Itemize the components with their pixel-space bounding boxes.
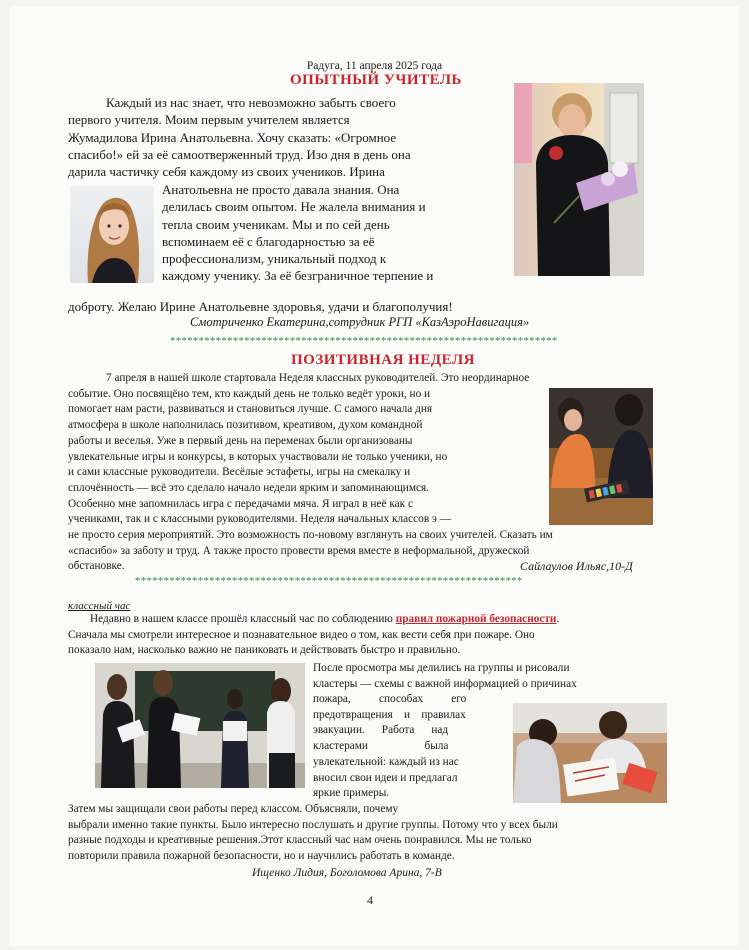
article2-line: обстановке. [68,560,125,573]
students-game-photo [549,388,653,525]
page-number: 4 [367,893,373,907]
divider-stars: ******************************************************************** [135,575,523,587]
article1-line: профессионализм, уникальный подход к [162,251,387,267]
fire-safety-highlight: правил пожарной безопасности [395,613,557,625]
article2-line: помогает нам расти, развиваться и становиться лучше. С самого начала дня [68,403,433,416]
article1-line: Анатольевна не просто давала знания. Она [162,182,400,197]
article3-end [68,802,668,865]
divider-stars: ******************************************************************** [170,335,558,347]
article2-text [68,371,542,528]
intro-suffix: . [556,613,560,625]
article3-intro-line [68,612,668,628]
article1-line: спасибо!» ей за её самоотверженный труд. Изо дня в день она [68,146,411,162]
teacher-with-flowers-photo [514,83,644,276]
article1-line: тепла своим ученикам. Мы и по сей день [162,216,390,232]
article1-line: каждому ученику. За её безграничное терпение и [162,268,434,284]
article3-line: После просмотра мы делились на группы и рисовали [313,662,570,674]
article2-line: учениками, так и с классными руководителями. Неделя начальных классов э — [68,513,451,526]
article3-signature: Ищенко Лидия, Боголомова Арина, 7-В [252,867,442,879]
article3-line: кластеры — схемы с важной информацией о причинах [313,677,577,690]
article3-mid-narrow [313,692,505,802]
article2-line: атмосфера в школе наполнилась позитивом, креативом, духом командной [68,419,423,432]
article2-line: увлекательные игры и конкурсы, в которых участвовали не только ученики, но [68,450,448,463]
article3-line: увлекательной: каждый из нас [313,755,459,768]
article3-line: Сначала мы смотрели интересное и познавательное видео о том, как вести себя при пожаре. Оно [68,628,535,641]
article2-line: 7 апреля в нашей школе стартовала Неделя классных руководителей. Это неординарное [106,372,530,384]
article1-line: Каждый из нас знает, что невозможно забыть своего [106,95,396,110]
teacher-illustration [514,83,644,276]
students-presenting-photo [95,663,305,788]
article3-intro [68,612,668,659]
article3-line: выбрали именно такие пункты. Было интересно послушать и другие группы. Потому что у всех были [68,818,558,831]
article2-line: сплочённость — всё это сделало начало недели ярким и запоминающимся. [68,481,430,494]
article1-signature: Смотриченко Екатерина,сотрудник РГП «КазАэроНавигация» [190,315,530,329]
article1-text [68,94,504,180]
article2-line: Особенно мне запомнилась игра с передачами мяча. Я играл в неё как с [68,497,413,510]
article3-line: разные подходы и креативные решения.Этот классный час нам очень понравился. Мы не только [68,834,532,847]
article2-line: «спасибо» за заботу и труд. А также просто провести время вместе в неформальной, дружеской [68,544,530,557]
article3-line: кластерами была [313,740,449,753]
article3-line: показало нам, насколько важно не паниковать и действовать быстро и правильно. [68,644,461,657]
intro-text: Недавно в нашем классе прошёл классный час по соблюдению [90,613,396,625]
section-label-class-hour: классный час [68,600,131,612]
student-portrait-photo [70,186,154,283]
portrait-illustration [70,186,154,283]
article2-signature: Сайлаулов Ильяс,10-Д [520,559,633,573]
article-title-positive-week: ПОЗИТИВНАЯ НЕДЕЛЯ [291,352,475,368]
article3-line: пожара, способах его [313,693,467,705]
article1-last-line: доброту. Желаю Ирине Анатольевне здоровья, удачи и благополучия! [68,299,453,314]
article3-line: предотвращения и правилах [313,708,466,721]
article1-line: делилась своим опытом. Не жалела внимания и [162,199,426,215]
article3-line: повторили правила пожарной безопасности, но и научились работать в команде. [68,850,455,863]
article1-text-narrow [162,181,504,285]
article3-line: Затем мы защищали свои работы перед классом. Объясняли, почему [68,803,399,815]
article1-line: дарила частичку себя каждому из своих учеников. Ирина [68,164,385,180]
article1-line: вспоминаем её с благодарностью за её [162,233,375,249]
article2-line: событие. Оно посвящёно тем, кто каждый день не только ведёт уроки, но и [68,387,431,400]
article3-mid-wide [313,661,667,692]
article2-line: работы и веселья. Уже в первый день на переменах были организованы [68,434,413,447]
article2-line: и сами классные руководители. Весёлые эстафеты, игры на смекалку и [68,466,411,479]
students-drawing-illustration [513,703,667,803]
issue-date: Радуга, 11 апреля 2025 года [306,60,443,72]
article3-line: эвакуации. Работа над [313,724,449,737]
article3-line: яркие примеры. [313,787,390,800]
students-drawing-photo [513,703,667,803]
article1-line: Жумадилова Ирина Анатольевна. Хочу сказать: «Огромное [68,129,397,145]
students-game-illustration [549,388,653,525]
article2-line: не просто серия мероприятий. Это возможность по-новому взглянуть на своих учителей. Сказать им [68,529,553,541]
article1-line: первого учителя. Моим первым учителем является [68,112,350,128]
article-title-experienced-teacher: ОПЫТНЫЙ УЧИТЕЛЬ [290,72,462,88]
article3-line: вносил свои идеи и предлагал [313,771,458,784]
students-presenting-illustration [95,663,305,788]
